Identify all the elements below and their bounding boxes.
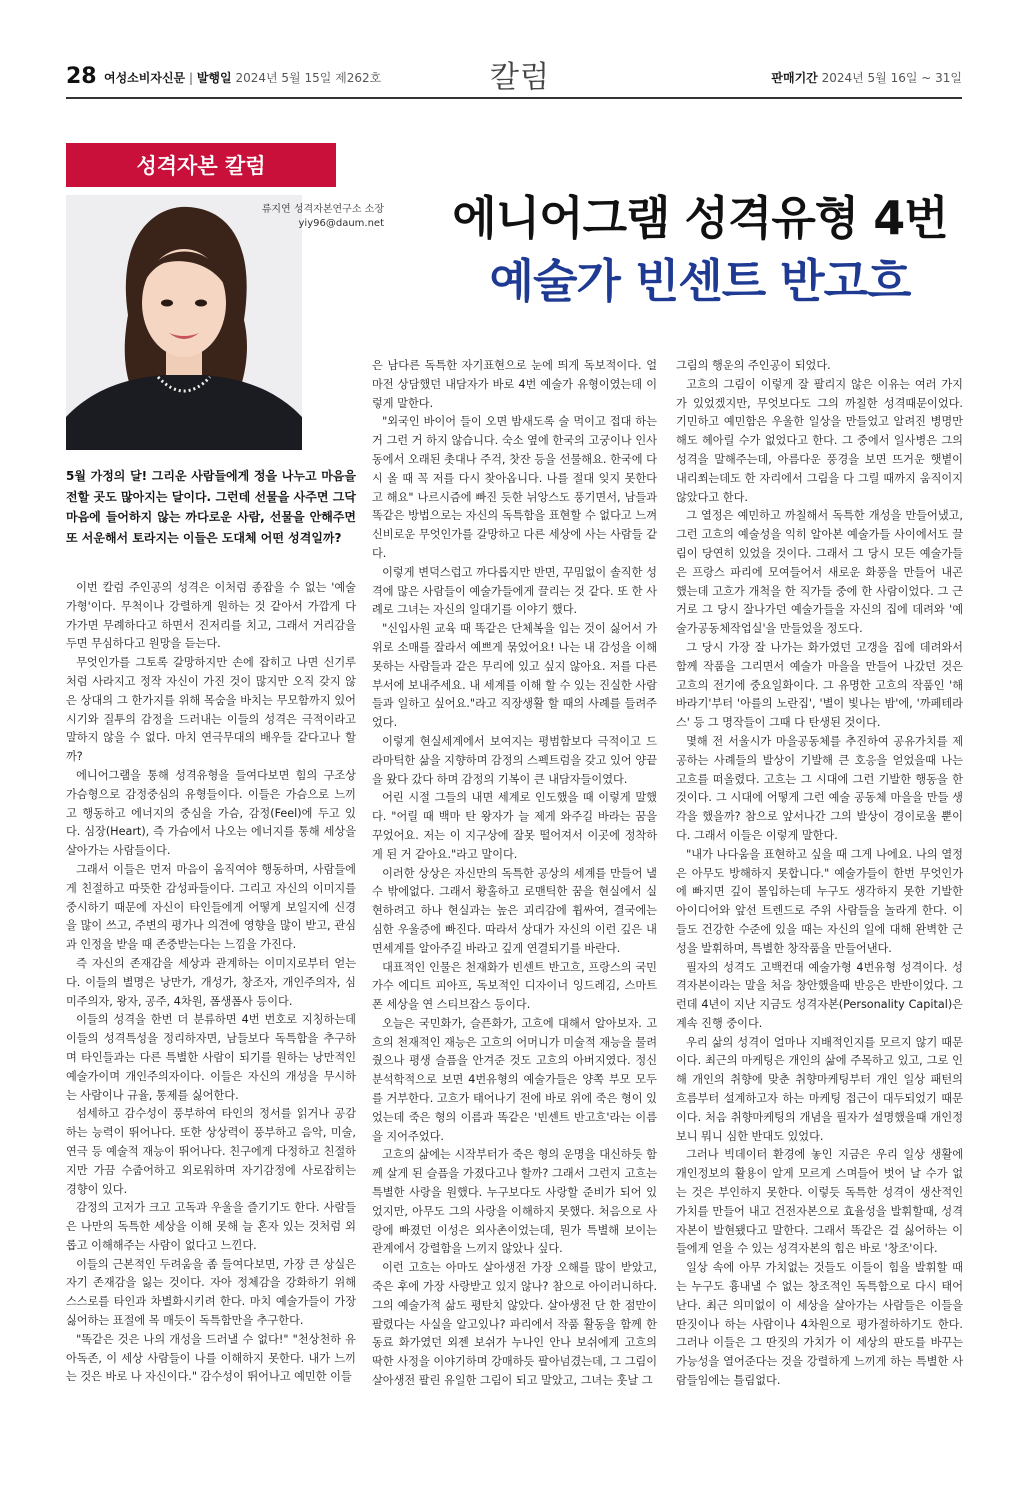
paragraph: 이렇게 변덕스럽고 까다롭지만 반면, 꾸밈없이 솔직한 성격에 많은 사람들이 예술가들에게 끌리는 것 같다. 또 한 사례로 그녀는 자신의 일대기를 이야기 했다. [372,565,657,617]
paragraph: 이러한 상상은 자신만의 독특한 공상의 세계를 만들어 낼 수 밖에없다. 그래서 황홀하고 로맨틱한 꿈을 현실에서 실현하려고 하나 현실과는 높은 괴리감에 휩싸여, 결국에는 심한 우울증에 빠진다. 따라서 상대가 자신의 이런 깊은 내면세계를 알아주길 바라고 깊게 연결되기를 바란다. [372,866,657,955]
paragraph: 우리 삶의 성격이 얼마나 지배적인지를 모르지 않기 때문이다. 최근의 마케팅은 개인의 삶에 주목하고 있고, 그로 인해 개인의 취향에 맞춘 취향마케팅부터 개인 일상 패턴의 흐름부터 설계하고자 하는 마케팅 접근이 대두되었기 때문이다. 처음 취향마케팅의 개념을 필자가 설명했을때 개인정보니 뭐니 심한 반대도 있었다. [676,1035,963,1143]
paragraph: 오늘은 국민화가, 슬픈화가, 고흐에 대해서 알아보자. 고흐의 천재적인 재능은 고흐의 어머니가 미술적 재능을 물려줬으나 평생 슬픔을 안겨준 것도 고흐의 아버지였다. 정신분석학적으로 보면 4번유형의 예술가들은 양쪽 부모 모두를 거부한다. 고흐가 태어나기 전에 바로 위에 죽은 형이 있었는데 죽은 형의 이름과 똑같은 '빈센트 반고흐'라는 이름을 지어주었다. [372,1016,657,1143]
headline-line2: 예술가 빈센트 반고흐 [489,254,911,308]
author-email: yiy96@daum.net [298,218,384,229]
headline-line1: 에니어그램 성격유형 4번 [452,191,948,245]
column-badge: 성격자본 칼럼 [66,143,336,187]
paragraph: "똑같은 것은 나의 개성을 드러낼 수 없다!" "천상천하 유아독존, 이 세상 사람들이 나를 이해하지 못한다. 내가 느끼는 것은 바로 나 자신이다." 감수성이 뛰어나고 예민한 이들 [66,1332,356,1384]
paragraph: 그림의 행운의 주인공이 되었다. [676,359,831,372]
paragraph: 이번 칼럼 주인공의 성격은 이처럼 종잡을 수 없는 '예술가형'이다. 무척이나 강렬하게 원하는 것 같아서 가깝게 다가가면 무례하다고 하면서 진저리를 치고, 그래서 거리감을 두면 무심하다고 원망을 듣는다. [66,581,356,651]
paragraph: 일상 속에 아무 가치없는 것들도 이들이 힘을 발휘할 때는 누구도 흉내낼 수 없는 창조적인 독특함으로 다시 태어난다. 최근 의미없이 이 세상을 살아가는 사람들은 이들을 딴짓이나 하는 사람이나 4차원으로 평가절하하기도 한다. 그러나 이들은 그 딴짓의 가치가 이 세상의 판도를 바꾸는 가능성을 열어준다는 것을 강렬하게 느끼게 하는 특별한 사람들임에는 틀림없다. [676,1261,963,1388]
paragraph: 이렇게 현실세계에서 보여지는 평범함보다 극적이고 드라마틱한 삶을 지향하며 감정의 스펙트럼을 갖고 있어 양끝을 왔다 갔다 하며 감정의 기복이 큰 내담자들이였다. [372,734,657,786]
paragraph: 그러나 빅데이터 환경에 놓인 지금은 우리 일상 생활에 개인정보의 활용이 알게 모르게 스며들어 벗어 날 수가 없는 것은 부인하지 못한다. 이렇듯 독특한 성격이 생산적인 가치를 만들어 내고 건전자본으로 효율성을 발휘할때, 성격자본이 발현됐다고 말한다. 그래서 똑같은 걸 싫어하는 이들에게 얻을 수 있는 성격자본의 힘은 바로 '창조'이다. [676,1148,963,1256]
paragraph: 무엇인가를 그토록 갈망하지만 손에 잡히고 나면 신기루처럼 사라지고 정작 자신이 가진 것이 많지만 오직 갖지 않은 상대의 그 한가지를 위해 목숨을 바치는 무모함까지 있어 시기와 질투의 감정을 드러내는 이들의 성격은 극적이라고 말하지 않을 수 없다. 마치 연극무대의 배우들 같다고나 할까? [66,656,356,764]
paragraph: 이들의 근본적인 두려움을 좀 들여다보면, 가장 큰 상실은 자기 존재감을 잃는 것이다. 자아 정체감을 강화하기 위해 스스로를 타인과 차별화시키려 한다. 마치 예술가들이 가장 싫어하는 표절에 목 매듯이 독특함만을 추구한다. [66,1257,356,1328]
header-rule [66,97,962,99]
paragraph: 그 당시 가장 잘 나가는 화가였던 고갱을 집에 데려와서 함께 작품을 그리면서 예술가 마을을 만들어 나갔던 것은 고흐의 전기에 중요일화이다. 그 유명한 고흐의 작품인 '해바라기'부터 '아를의 노란집', '별이 빛나는 밤'에, '까페테라스' 등 그 명작들이 그때 다 탄생된 것이다. [676,640,963,730]
sale-period-info [771,69,962,86]
author-photo [66,195,302,450]
lead-paragraph: 5월 가정의 달! 그리운 사람들에게 정을 나누고 마음을 전할 곳도 많아지는 달이다. 그런데 선물을 사주면 그닥 마음에 들어하지 않는 까다로운 사람, 선물을 안해주면 또 서운해서 토라지는 이들은 도대체 어떤 성격일까? [66,469,356,545]
page-number: 28 [66,64,97,89]
paragraph: "외국인 바이어 들이 오면 밤새도록 술 먹이고 접대 하는 거 그런 거 하지 않습니다. 숙소 옆에 한국의 고궁이나 인사동에서 오래된 촛대나 주걱, 찻잔 등을 선물해요. 한국에 다시 올 때 꼭 저를 다시 찾아옵니다. 나를 절대 잊지 못한다고 해요" 나르시즘에 빠진 듯한 뉘앙스도 풍기면서, 남들과 똑같은 방법으로는 자신의 독특함을 표현할 수 없다고 느껴 신비로운 무엇인가를 갈망하고 다른 세상에 사는 사람들 같다. [372,415,657,560]
paragraph: 고흐의 삶에는 시작부터가 죽은 형의 운명을 대신하듯 함께 살게 된 슬픔을 가졌다고나 할까? 그래서 그런지 고흐는 특별한 사랑을 원했다. 누구보다도 사랑할 준비가 되어 있었지만, 아무도 그의 사랑을 이해하지 못했다. 처음으로 사랑에 빠졌던 이성은 외사촌이었는데, 뭔가 특별해 보이는 관계에서 강렬함을 느끼지 않았나 싶다. [372,1148,657,1256]
author-affiliation: 류지연 성격자본연구소 소장 [261,204,384,215]
paragraph: 대표적인 인물은 천재화가 빈센트 반고흐, 프랑스의 국민가수 에디트 피아프, 독보적인 디자이너 잉드레김, 스마트폰 세상을 연 스티브잡스 등이다. [372,960,657,1012]
paragraph: "신입사원 교육 때 똑같은 단체복을 입는 것이 싫어서 가위로 소매를 잘라서 예쁘게 묶었어요! 나는 내 감성을 이해 못하는 사람들과 같은 무리에 있고 싶지 않아요. 저를 다른 부서에 보내주세요. 내 세계를 이해 할 수 있는 진실한 사람들과 일하고 싶어요."라고 직장생활 할 때의 사례를 들려주었다. [372,622,657,730]
sale-period: 2024년 5월 16일 ~ 31일 [821,71,962,85]
paragraph: 섬세하고 감수성이 풍부하여 타인의 정서를 읽거나 공감하는 능력이 뛰어나다. 또한 상상력이 풍부하고 음악, 미술, 연극 등 예술적 재능이 뛰어나다. 친구에게 다정하고 친절하지만 가끔 수줍어하고 외로워하며 자기감정에 사로잡히는 경향이 있다. [66,1107,356,1196]
paragraph: 그 열정은 예민하고 까칠해서 독특한 개성을 만들어냈고, 그런 고흐의 예술성을 익히 알아본 예술가들 사이에서도 끌림이 당연히 있었을 것이다. 그래서 그 당시 모든 예술가들은 프랑스 파리에 모여들어서 새로운 화풍을 만들어 내곤 했는데 고흐가 개척을 한 직가들 중에 한 사람이었다. 그 근거로 그 당시 잘나가던 예술가들을 자신의 집에 데려와 '예술가공동체작업실'을 만들었을 정도다. [676,509,963,636]
body-column-3 [676,357,963,1391]
paragraph: "내가 나다움을 표현하고 싶을 때 그게 나에요. 나의 열정은 아무도 방해하지 못합니다." 예술가들이 한번 무엇인가에 빠지면 깊이 몰입하는데 누구도 생각하지 못한 기발한 아이디어와 앞선 트렌드로 주위 사람들을 놀라게 한다. 이들도 건강한 수준에 있을 때는 자신의 일에 대해 완벽한 근성을 발휘하며, 특별한 창작품을 만들어낸다. [676,847,963,955]
paragraph: 에니어그램을 통해 성격유형을 들여다보면 힘의 구조상 가슴형으로 감정중심의 유형들이다. 이들은 가슴으로 느끼고 행동하고 에너지의 중심을 가슴, 감정(Feel)에 두고 있다. 심장(Heart), 즉 가슴에서 나오는 에너지를 통해 세상을 살아가는 사람들이다. [66,768,356,858]
paragraph: 즉 자신의 존재감을 세상과 관계하는 이미지로부터 얻는다. 이들의 별명은 낭만가, 개성가, 창조자, 개인주의자, 심미주의자, 왕자, 공주, 4차원, 폼생폼사 등이다. [66,956,356,1008]
issue-label: 발행일 [196,71,232,85]
newspaper-name: 여성소비자신문 [104,71,186,85]
paragraph: 이런 고흐는 아마도 살아생전 가장 오해를 많이 받았고, 죽은 후에 가장 사랑받고 있지 않나? 참으로 아이러니하다. 그의 예술가적 삶도 평탄치 않았다. 살아생전 단 한 점만이 팔렸다는 사실을 알고있나? 파리에서 작품 활동을 함께 한 동료 화가였던 외젠 보쉬가 누나인 안나 보쉬에게 고흐의 딱한 사정을 이야기하며 강매하듯 팔아넘겼는데, 그 그림이 살아생전 팔린 유일한 그림이 되고 말았고, 그녀는 훗날 그 [372,1261,657,1388]
author-portrait-illustration [66,195,302,450]
body-column-1 [66,579,356,1387]
body-column-2 [372,357,657,1391]
paragraph: 이들의 성격을 한번 더 분류하면 4번 번호로 지칭하는데 이들의 성격특성을 정리하자면, 남들보다 독특함을 추구하며 타인들과는 다른 특별한 사람이 되기를 원하는 낭만적인 예술가이며 개인주의자이다. 이들은 자신의 개성을 무시하는 사람이나 규율, 통제를 싫어한다. [66,1013,356,1102]
paragraph: 감정의 고저가 크고 고독과 우울을 즐기기도 한다. 사람들은 나만의 독특한 세상을 이해 못해 늘 혼자 있는 것처럼 외롭고 이해해주는 사람이 없다고 느낀다. [66,1201,356,1252]
publication-info: 여성소비자신문 | 발행일 2024년 5월 15일 제262호 [104,71,382,85]
paragraph: 그래서 이들은 먼저 마음이 움직여야 행동하며, 사람들에게 친절하고 따뜻한 감성파들이다. 그리고 자신의 이미지를 중시하기 때문에 자신이 타인들에게 어떻게 보일지에 신경을 많이 쓰고, 주변의 평가나 의견에 영향을 많이 받고, 관심과 인정을 받을 때 존중받는다는 느낌을 가진다. [66,862,356,952]
paragraph: 은 남다른 독특한 자기표현으로 눈에 띄게 독보적이다. 얼마전 상담했던 내담자가 바로 4번 예술가 유형이였는데 이렇게 말한다. [372,359,657,410]
section-title: 칼럼 [490,60,550,95]
page-header [66,52,962,96]
paragraph: 몇해 전 서울시가 마을공동체를 추진하여 공유가치를 제공하는 사례들의 발상이 기발해 큰 호응을 얻었을때 나는 고흐를 떠올렸다. 고흐는 그 시대에 그런 기발한 행동을 한 것이다. 그 시대에 어떻게 그런 예술 공동체 마을을 만들 생각을 했을까? 참으로 앞서나간 그의 발상이 경이로울 뿐이다. 그래서 이들은 이렇게 말한다. [676,734,963,842]
sale-label: 판매기간 [771,71,818,85]
paragraph: 필자의 성격도 고백컨대 예술가형 4번유형 성격이다. 성격자본이라는 말을 처음 창안했을때 반응은 반반이었다. 그런데 4년이 지난 지금도 성격자본(Personality Capital)은 계속 진행 중이다. [676,960,963,1030]
issue-date: 2024년 5월 15일 제262호 [235,71,382,85]
paragraph: 어린 시절 그들의 내면 세계로 인도했을 때 이렇게 말했다. "어릴 때 백마 탄 왕자가 늘 제게 와주길 바라는 꿈을 꾸었어요. 저는 이 지구상에 잘못 떨어져서 이곳에 정착하게 된 거 같아요."라고 말이다. [372,791,657,861]
author-byline [232,203,384,231]
paragraph: 고흐의 그림이 이렇게 잘 팔리지 않은 이유는 여러 가지가 있었겠지만, 무엇보다도 그의 까칠한 성격때문이었다. 기민하고 예민함은 우울한 일상을 만들었고 알려진 병명만 해도 헤아릴 수가 없었다고 한다. 그 중에서 일사병은 그의 성격을 말해주는데, 아름다운 풍경을 보면 뜨거운 햇볕이 내리쬐는데도 한 자리에서 그림을 다 그릴 때까지 움직이지 않았다고 한다. [676,377,963,504]
